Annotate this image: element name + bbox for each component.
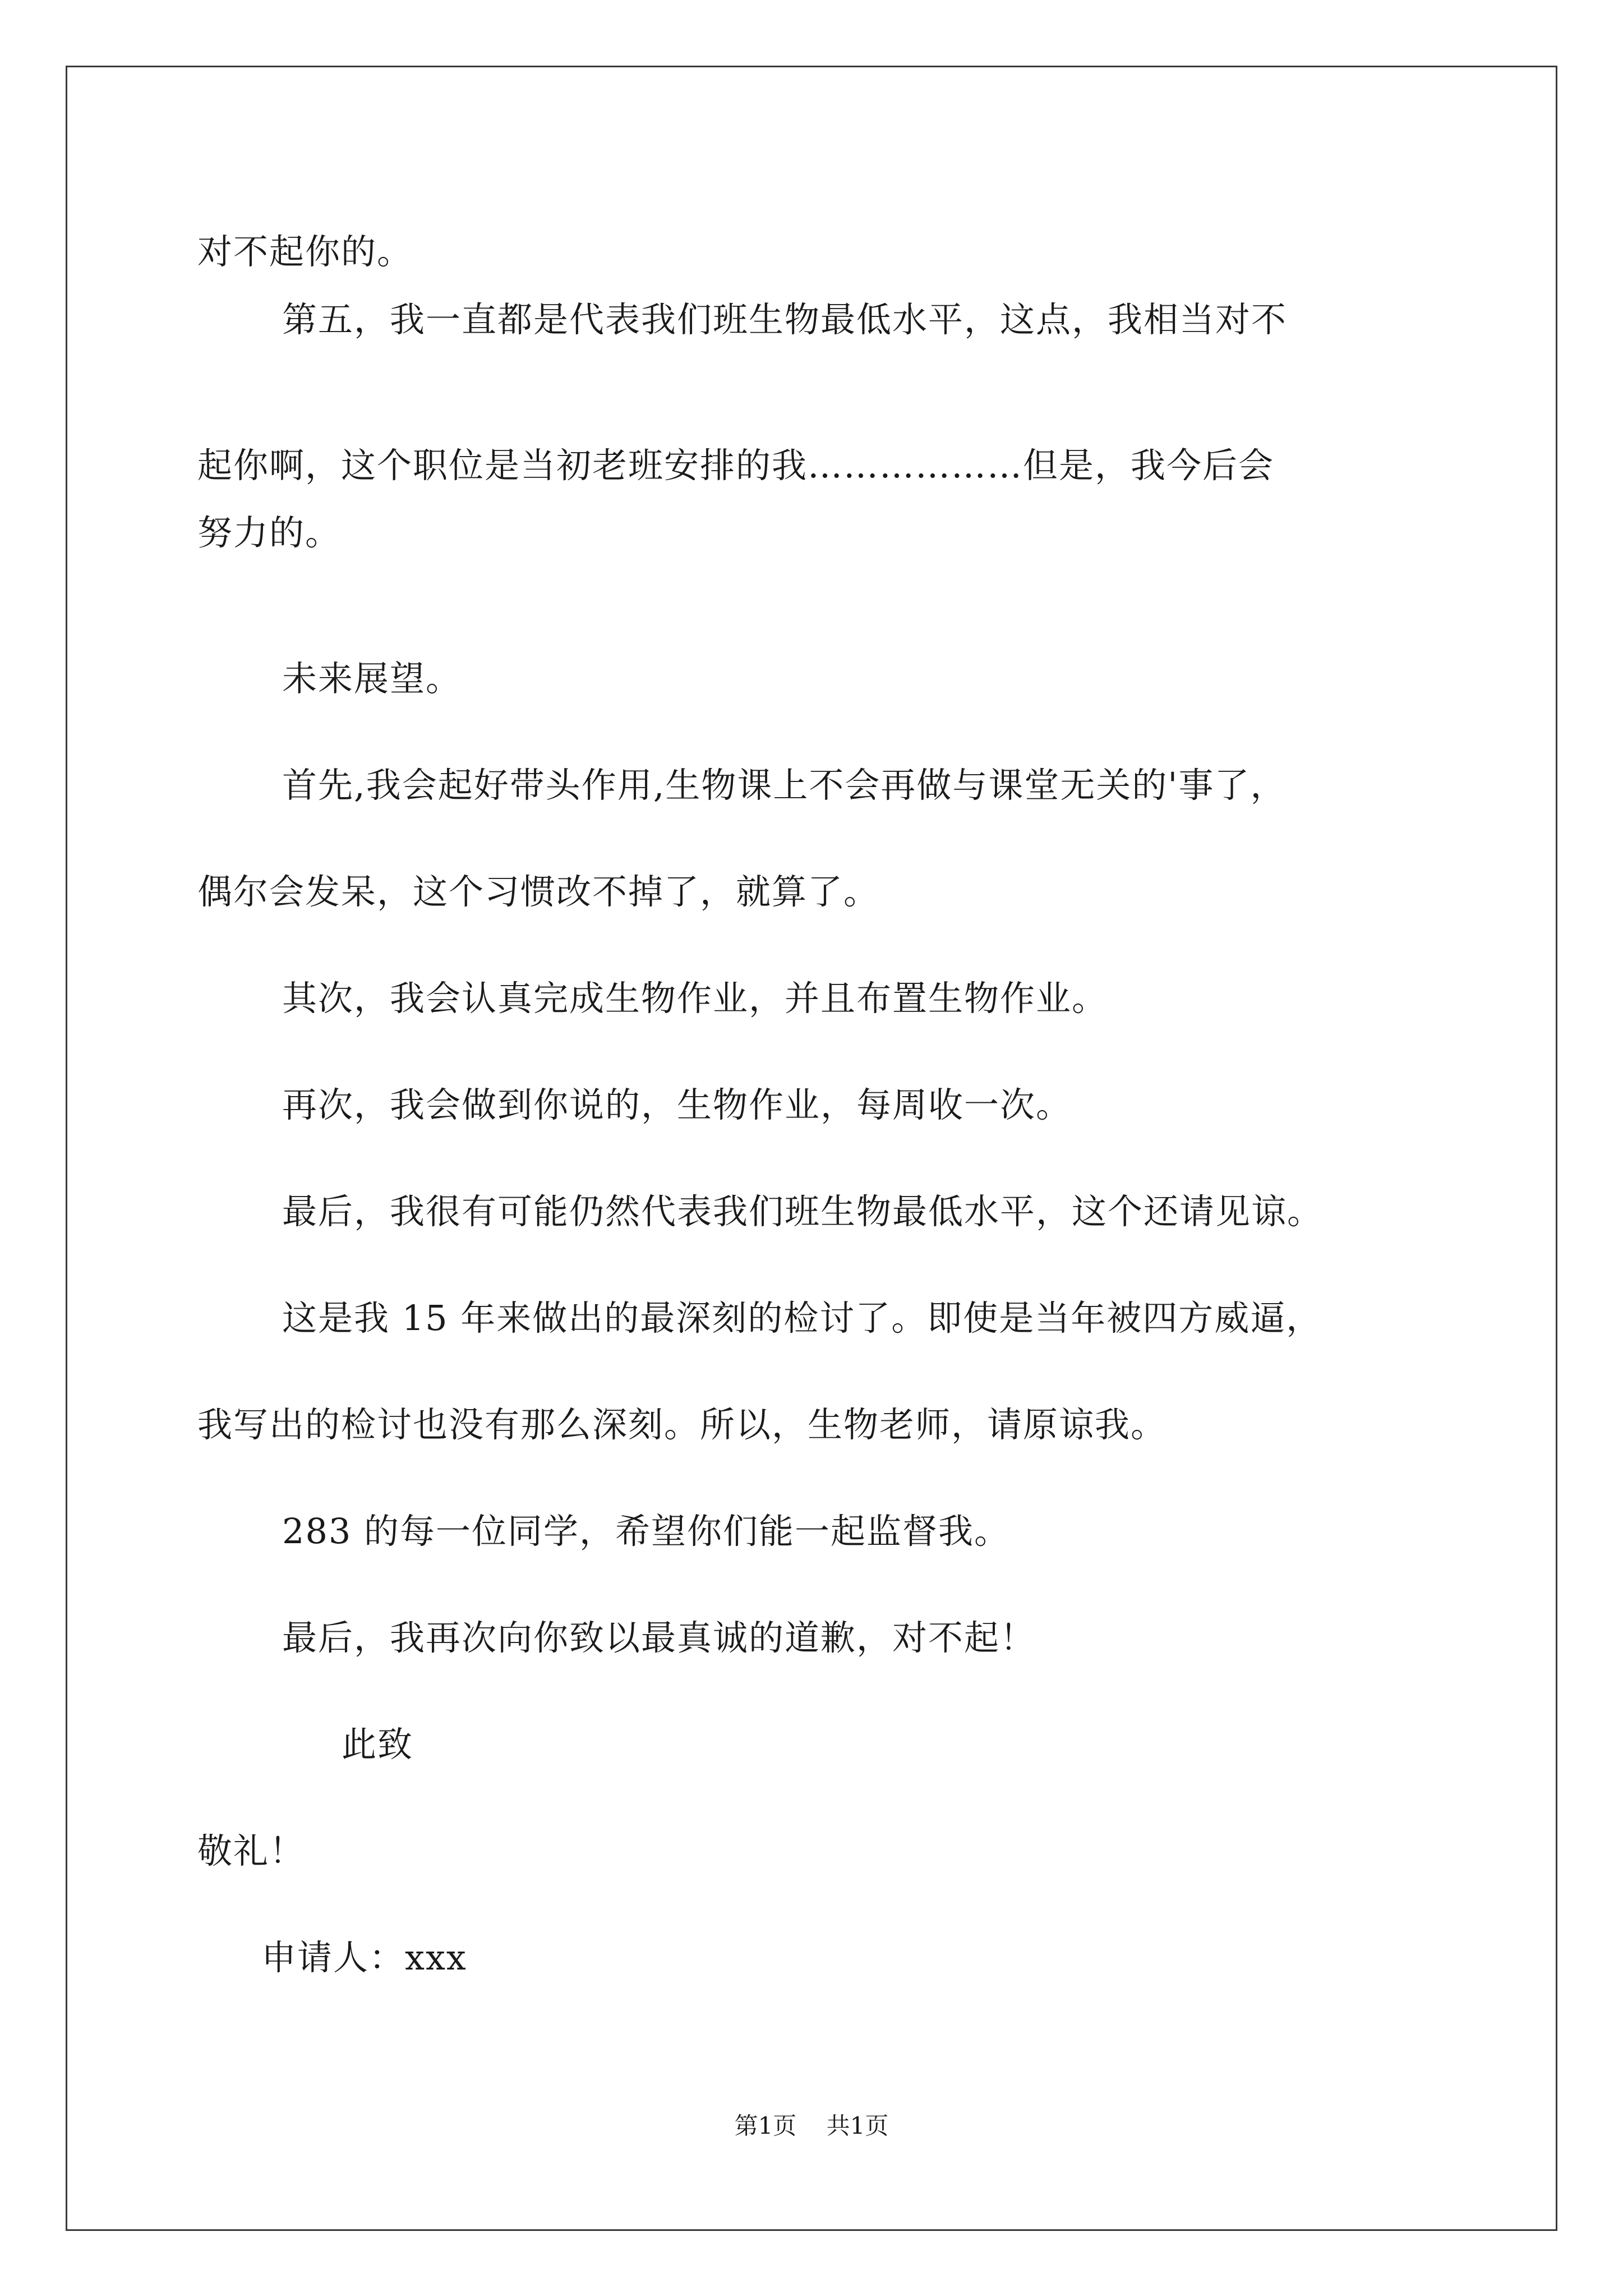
- text-line: 第五，我一直都是代表我们班生物最低水平，这点，我相当对不: [282, 299, 1288, 340]
- text-line: 283 的每一位同学，希望你们能一起监督我。: [282, 1511, 1011, 1552]
- text-line: 偶尔会发呆，这个习惯改不掉了，就算了。: [197, 871, 880, 912]
- text-line: 再次，我会做到你说的，生物作业，每周收一次。: [282, 1084, 1072, 1125]
- text-line: 最后，我很有可能仍然代表我们班生物最低水平，这个还请见谅。: [282, 1191, 1324, 1232]
- page-frame: [66, 66, 1557, 2231]
- text-line: 这是我 15 年来做出的最深刻的检讨了。即使是当年被四方威逼，: [282, 1297, 1322, 1338]
- closing-regards: 敬礼！: [197, 1830, 306, 1871]
- text-line: 努力的。: [197, 512, 342, 553]
- page-footer: 第1页 共1页: [734, 2112, 889, 2139]
- text-line: 未来展望。: [282, 658, 462, 699]
- text-line: 首先,我会起好带头作用,生物课上不会再做与课堂无关的'事了，: [282, 765, 1287, 806]
- text-line: 我写出的检讨也没有那么深刻。所以，生物老师，请原谅我。: [197, 1404, 1167, 1445]
- text-line: 其次，我会认真完成生物作业，并且布置生物作业。: [282, 978, 1108, 1019]
- closing-salutation: 此致: [342, 1724, 414, 1765]
- text-line: 对不起你的。: [197, 231, 413, 272]
- text-line: 起你啊，这个职位是当初老班安排的我………………但是，我今后会: [197, 445, 1275, 486]
- applicant-signature: 申请人：xxx: [261, 1937, 467, 1978]
- text-line: 最后，我再次向你致以最真诚的道歉，对不起！: [282, 1617, 1036, 1658]
